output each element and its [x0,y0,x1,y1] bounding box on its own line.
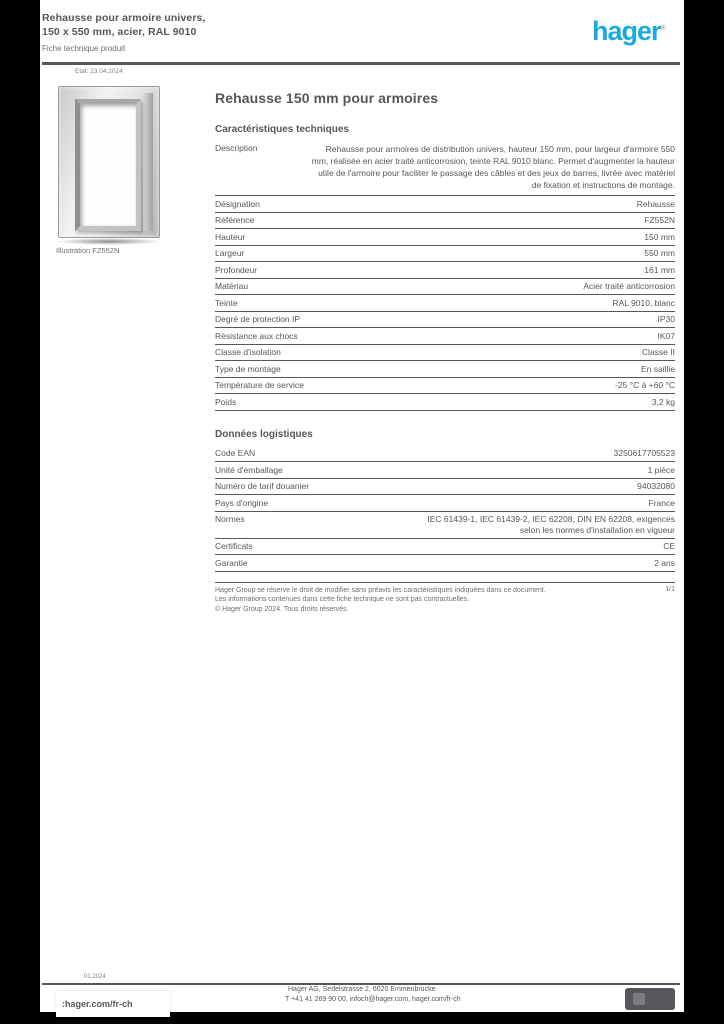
spec-row [215,312,675,329]
footer-address-line2: T +41 41 269 90 00, infoch@hager.com, hager.com/fr-ch [285,996,461,1003]
spec-row [215,495,675,512]
spec-row [215,295,675,312]
product-image-shadow [56,238,162,245]
spec-label: Garantie [215,557,248,568]
header-product-title-line2: 150 x 550 mm, acier, RAL 9010 [42,26,197,38]
product-image-opening [75,99,141,231]
hager-emblem [625,988,675,1010]
spec-row [215,555,675,572]
spec-row [215,279,675,296]
spec-label: Désignation [215,198,260,209]
spec-value: FZ552N [644,215,675,225]
spec-label: Unité d'emballage [215,464,283,475]
spec-value: Classe II [641,347,675,357]
spec-value: CE [663,541,675,551]
spec-row [215,378,675,395]
spec-value: 3250617705523 [613,448,675,458]
spec-label: Normes [215,514,245,524]
product-image [58,86,160,238]
spec-row [215,229,675,246]
hager-logo [592,18,666,45]
main-content [215,84,675,614]
spec-row [215,479,675,496]
spec-value: RAL 9010, blanc [612,297,675,308]
product-image-edge [143,93,153,231]
section-heading-logistics: Données logistiques [215,428,313,440]
spec-value: Rehausse [636,198,675,209]
registered-mark: ® [660,25,666,32]
spec-value: IP30 [657,314,675,324]
page-indicator: 1/1 [665,585,675,593]
hager-emblem-mark [633,993,645,1005]
spec-value: France [648,497,675,508]
spec-row [215,345,675,362]
description-label: Description [215,143,258,153]
spec-value: 550 mm [644,248,675,258]
spec-label: Matériau [215,281,249,291]
spec-label: Type de montage [215,363,281,374]
spec-row [215,246,675,263]
spec-row [215,446,675,463]
spec-row [215,213,675,230]
spec-table-logistics [215,446,675,572]
spec-label: Poids [215,396,237,407]
description-row [215,141,675,196]
spec-row [215,539,675,556]
spec-label: Degré de protection IP [215,314,301,324]
spec-label: Profondeur [215,264,258,275]
hager-url-badge: :hager.com/fr-ch [56,991,170,1017]
spec-value: IEC 61439-1, IEC 61439-2, IEC 62208, DIN EN 62208, exigences selon les normes d'installation en vigueur [427,514,675,535]
spec-value: En saillie [640,363,675,374]
spec-value: -25 °C à +60 °C [615,380,675,390]
legal-line1: Hager Group se réserve le droit de modifier sans préavis les caractéristiques indiquées dans ce document. [215,586,546,594]
spec-value: Acier traité anticorrosion [583,281,675,291]
footer-version-note: 01.2024 [84,974,106,980]
spec-value: 3,2 kg [651,396,675,407]
spec-row [215,262,675,279]
page-title: Rehausse 150 mm pour armoires [215,90,439,106]
spec-value: 2 ans [654,557,675,568]
description-value: Rehausse pour armoires de distribution univers, hauteur 150 mm, pour largeur d'armoire 550 mm, réalisée en acier traité anticorrosion, teinte RAL 9010 blanc. Permet d'augmenter la hauteur utile de l'armoire pour faciliter le passage des câbles et des jeux de barres, livrée avec matériel de fixation et instructions de montage. [311,144,675,190]
spec-label: Largeur [215,248,245,258]
datasheet-page [40,0,684,1012]
header-product-title-line1: Rehausse pour armoire univers, [42,12,206,24]
spec-row [215,361,675,378]
spec-label: Numéro de tarif douanier [215,481,310,491]
legal-line3: © Hager Group 2024. Tous droits réservés. [215,605,349,613]
header-rule [42,62,680,65]
header-subtitle: Fiche technique produit [42,44,126,53]
footer-rule [42,983,680,985]
spec-label: Classe d'isolation [215,347,281,357]
spec-row [215,512,675,539]
spec-label: Référence [215,215,255,225]
spec-label: Certificats [215,541,253,551]
spec-label: Hauteur [215,231,246,242]
spec-label: Pays d'origine [215,497,269,508]
spec-row [215,328,675,345]
header-date-note: Etat: 23.04.2024 [75,68,123,75]
spec-value: 150 mm [644,231,675,242]
spec-value: 1 pièce [647,464,675,475]
spec-row [215,196,675,213]
spec-row [215,394,675,411]
spec-row [215,462,675,479]
spec-value: 161 mm [644,264,675,275]
legal-line2: Les informations contenues dans cette fiche technique ne sont pas contractuelles. [215,596,470,603]
spec-label: Résistance aux chocs [215,330,298,341]
hager-logo-text: hager [592,16,661,46]
footer-address-line1: Hager AG, Sedelstrasse 2, 6020 Emmenbrücke [288,986,436,993]
legal-block [215,582,675,615]
spec-label: Teinte [215,297,238,308]
spec-value: IK07 [657,330,675,341]
product-image-caption: Illustration FZ552N [56,246,120,255]
spec-table-technical [215,196,675,411]
section-heading-technical: Caractéristiques techniques [215,124,349,135]
spec-label: Code EAN [215,448,256,458]
spec-value: 94032080 [637,481,675,491]
spec-label: Température de service [215,380,304,390]
